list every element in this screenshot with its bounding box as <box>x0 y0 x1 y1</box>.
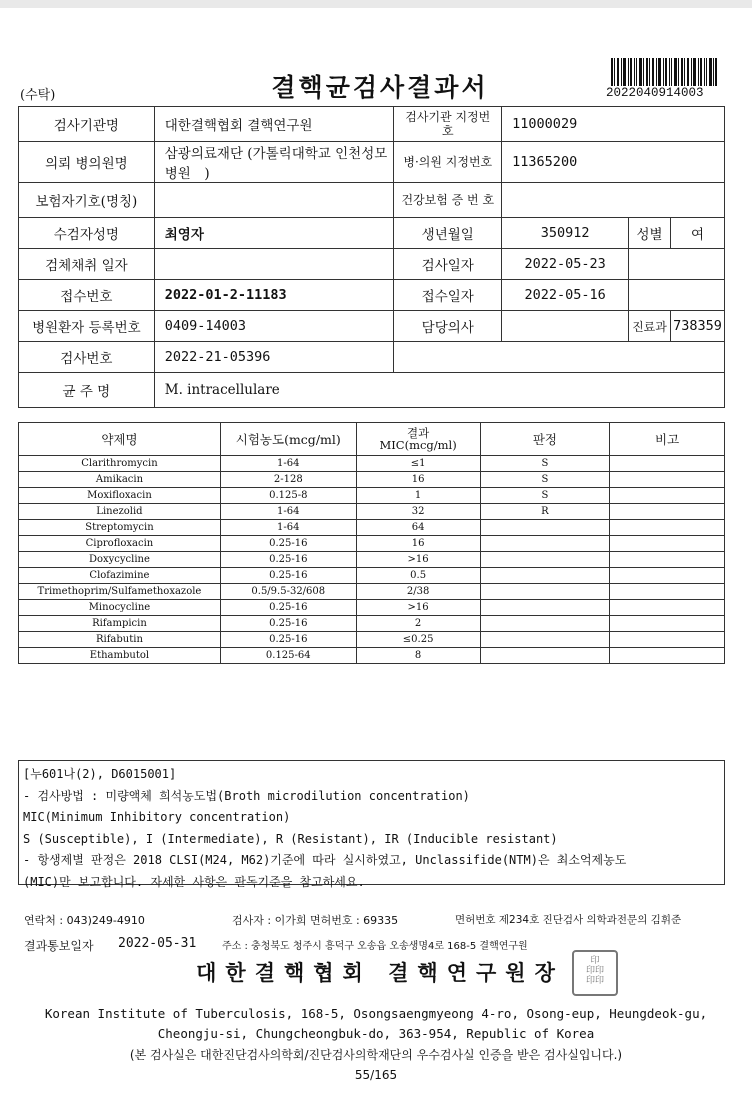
mic-value: 0.5 <box>356 568 480 584</box>
drug-name: Trimethoprim/Sulfamethoxazole <box>19 584 221 600</box>
drug-name: Streptomycin <box>19 520 221 536</box>
empty-cell <box>394 342 725 373</box>
barcode-icon <box>611 58 717 86</box>
method-notes <box>18 760 725 889</box>
table-row <box>19 584 725 600</box>
drug-name: Clarithromycin <box>19 456 221 472</box>
specialist-info: 면허번호 제234호 진단검사 의학과전문의 김휘준 <box>455 914 682 926</box>
exam-no-label: 검사번호 <box>19 342 155 373</box>
susceptibility-table <box>18 422 725 664</box>
barcode-number: 2022040914003 <box>606 86 704 100</box>
hospital-reg-label: 병원환자 등록번호 <box>19 311 155 342</box>
health-ins-label: 건강보험 증 번 호 <box>394 183 502 218</box>
mic-value: 2 <box>356 616 480 632</box>
drug-name: Ethambutol <box>19 648 221 664</box>
doctor-value <box>502 311 629 342</box>
patient-label: 수검자성명 <box>19 218 155 249</box>
drug-name: Amikacin <box>19 472 221 488</box>
mic-value: 16 <box>356 536 480 552</box>
test-date-label: 검사일자 <box>394 249 502 280</box>
empty-cell <box>629 249 725 280</box>
dept-label: 진료과 <box>629 311 671 342</box>
requester-label: 의뢰 병의원명 <box>19 142 155 183</box>
test-range: 0.25-16 <box>220 568 356 584</box>
sex-label: 성별 <box>629 218 671 249</box>
test-range: 1-64 <box>220 504 356 520</box>
header-result <box>356 423 480 456</box>
remark <box>610 536 725 552</box>
dept-value: 738359 <box>670 311 724 342</box>
interpretation <box>480 568 610 584</box>
drug-name: Ciprofloxacin <box>19 536 221 552</box>
document-title: 결핵균검사결과서 <box>271 73 489 102</box>
examiner-info: 검사자 : 이가희 면허번호 : 69335 <box>232 914 399 927</box>
hospital-reg-value: 0409-14003 <box>154 311 394 342</box>
drug-name: Clofazimine <box>19 568 221 584</box>
drug-name: Rifampicin <box>19 616 221 632</box>
clinic-code-value: 11365200 <box>502 142 725 183</box>
mic-value: ≤0.25 <box>356 632 480 648</box>
drug-name: Rifabutin <box>19 632 221 648</box>
note-line: - 항생제별 판정은 2018 CLSI(M24, M62)기준에 따라 실시하였고, Unclassifide(NTM)은 최소억제농도 <box>23 853 627 867</box>
note-line: S (Susceptible), I (Intermediate), R (Resistant), IR (Inducible resistant) <box>23 831 558 846</box>
mic-value: >16 <box>356 552 480 568</box>
table-row <box>19 504 725 520</box>
insured-label: 보험자기호(명칭) <box>19 183 155 218</box>
interpretation: S <box>480 488 610 504</box>
drug-name: Moxifloxacin <box>19 488 221 504</box>
remark <box>610 488 725 504</box>
interpretation <box>480 616 610 632</box>
scan-top-edge <box>0 0 752 8</box>
mic-value: 64 <box>356 520 480 536</box>
remark <box>610 472 725 488</box>
receipt-date-value: 2022-05-16 <box>502 280 629 311</box>
institute-name: 대한결핵협회 결핵연구원장 <box>196 961 564 985</box>
health-ins-value <box>502 183 725 218</box>
species-value: M. intracellulare <box>154 373 724 408</box>
interpretation <box>480 536 610 552</box>
remark <box>610 568 725 584</box>
mic-value: 32 <box>356 504 480 520</box>
test-range: 0.25-16 <box>220 536 356 552</box>
mic-value: >16 <box>356 600 480 616</box>
remark <box>610 504 725 520</box>
remark <box>610 584 725 600</box>
birth-value: 350912 <box>502 218 629 249</box>
note-line: [누601나(2), D6015001] <box>23 767 177 781</box>
header-interp: 판정 <box>480 423 610 456</box>
remark <box>610 552 725 568</box>
test-range: 0.5/9.5-32/608 <box>220 584 356 600</box>
interpretation: R <box>480 504 610 520</box>
header-result-bottom: MIC(mcg/ml) <box>379 438 457 452</box>
mic-value: 16 <box>356 472 480 488</box>
remark <box>610 456 725 472</box>
table-row <box>19 616 725 632</box>
interpretation <box>480 520 610 536</box>
header-drug: 약제명 <box>19 423 221 456</box>
receipt-date-label: 접수일자 <box>394 280 502 311</box>
interpretation: S <box>480 456 610 472</box>
inst-code-label: 검사기관 지정번호 <box>394 107 502 142</box>
interpretation <box>480 584 610 600</box>
test-range: 0.125-8 <box>220 488 356 504</box>
report-date-label: 결과통보일자 <box>24 939 94 953</box>
address-kr: 주소 : 충청북도 청주시 흥덕구 오송읍 오송생명4로 168-5 결핵연구원 <box>222 941 528 952</box>
mic-value: 8 <box>356 648 480 664</box>
patient-value: 최영자 <box>154 218 394 249</box>
certification-note: (본 검사실은 대한진단검사의학회/진단검사의학재단의 우수검사실 인증을 받은 검사실입니다.) <box>129 1048 623 1062</box>
empty-cell <box>629 280 725 311</box>
table-row <box>19 520 725 536</box>
table-row <box>19 648 725 664</box>
test-range: 1-64 <box>220 520 356 536</box>
interpretation <box>480 552 610 568</box>
note-line: (MIC)만 보고합니다. 자세한 사항은 판독기준을 참고하세요. <box>23 874 365 889</box>
remark <box>610 600 725 616</box>
institution-value: 대한결핵협회 결핵연구원 <box>154 107 394 142</box>
drug-name: Doxycycline <box>19 552 221 568</box>
test-range: 2-128 <box>220 472 356 488</box>
document-subtype: (수탁) <box>20 88 56 103</box>
test-range: 0.25-16 <box>220 616 356 632</box>
table-row <box>19 472 725 488</box>
test-range: 1-64 <box>220 456 356 472</box>
contact-phone: 연락처 : 043)249-4910 <box>24 914 145 927</box>
exam-no-value: 2022-21-05396 <box>154 342 394 373</box>
table-row <box>19 568 725 584</box>
test-range: 0.25-16 <box>220 552 356 568</box>
insured-value <box>154 183 394 218</box>
species-label: 균 주 명 <box>19 373 155 408</box>
specimen-info-table <box>18 106 725 408</box>
table-row <box>19 488 725 504</box>
test-date-value: 2022-05-23 <box>502 249 629 280</box>
mic-value: ≤1 <box>356 456 480 472</box>
collect-date-label: 검체채취 일자 <box>19 249 155 280</box>
birth-label: 생년월일 <box>394 218 502 249</box>
table-row <box>19 536 725 552</box>
table-row <box>19 456 725 472</box>
interpretation <box>480 600 610 616</box>
header-range: 시험농도(mcg/ml) <box>220 423 356 456</box>
address-en-line1: Korean Institute of Tuberculosis, 168-5, Osongsaengmyeong 4-ro, Osong-eup, Heungdeok-gu, <box>44 1006 708 1021</box>
drug-name: Minocycline <box>19 600 221 616</box>
remark <box>610 520 725 536</box>
header-result-top: 결과 <box>407 426 430 440</box>
remark <box>610 616 725 632</box>
clinic-code-label: 병·의원 지정번호 <box>394 142 502 183</box>
note-line: - 검사방법 : 미량액체 희석농도법(Broth microdilution concentration) <box>23 788 470 803</box>
requester-value: 삼광의료재단 (가톨릭대학교 인천성모병원 ) <box>154 142 394 183</box>
mic-value: 2/38 <box>356 584 480 600</box>
sex-value: 여 <box>670 218 724 249</box>
mic-value: 1 <box>356 488 480 504</box>
receipt-no-label: 접수번호 <box>19 280 155 311</box>
interpretation: S <box>480 472 610 488</box>
test-range: 0.125-64 <box>220 648 356 664</box>
table-row <box>19 552 725 568</box>
table-row <box>19 632 725 648</box>
inst-code-value: 11000029 <box>502 107 725 142</box>
remark <box>610 632 725 648</box>
test-range: 0.25-16 <box>220 632 356 648</box>
official-seal-icon: 印 印印 印印 <box>572 950 618 996</box>
collect-date-value <box>154 249 394 280</box>
page-number: 55/165 <box>354 1068 398 1082</box>
table-row <box>19 600 725 616</box>
interpretation <box>480 648 610 664</box>
doctor-label: 담당의사 <box>394 311 502 342</box>
note-line: MIC(Minimum Inhibitory concentration) <box>23 810 291 824</box>
remark <box>610 648 725 664</box>
test-range: 0.25-16 <box>220 600 356 616</box>
address-en-line2: Cheongju-si, Chungcheongbuk-do, 363-954, Republic of Korea <box>157 1026 595 1041</box>
receipt-no-value: 2022-01-2-11183 <box>154 280 394 311</box>
drug-name: Linezolid <box>19 504 221 520</box>
report-date-value: 2022-05-31 <box>118 936 197 951</box>
header-remark: 비고 <box>610 423 725 456</box>
interpretation <box>480 632 610 648</box>
institution-label: 검사기관명 <box>19 107 155 142</box>
